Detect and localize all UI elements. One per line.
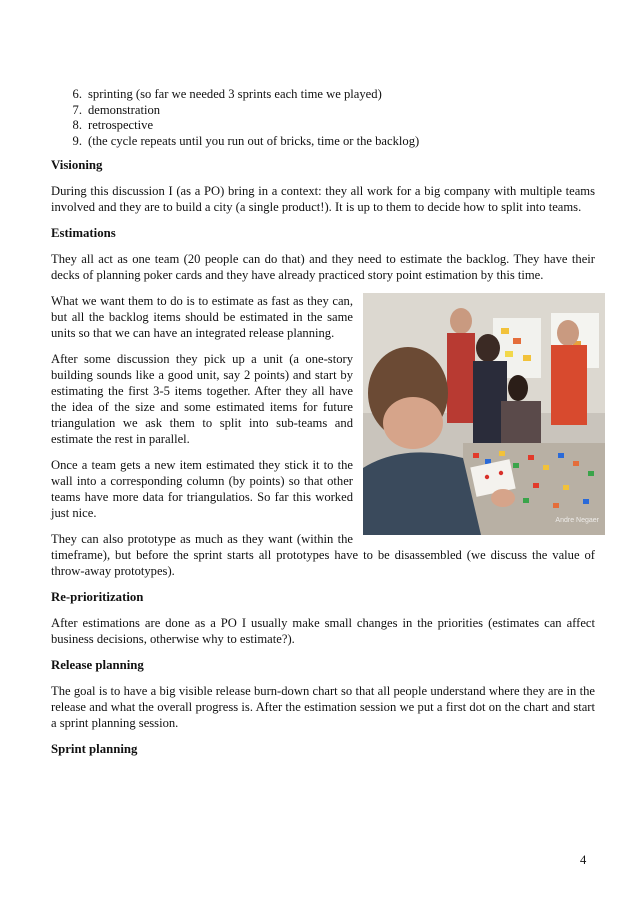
- estimations-paragraph: They can also prototype as much as they want (within the timeframe), but before the sprint starts all prototypes have to be disassembled (we discuss the value of throw-away prototypes).: [51, 532, 595, 578]
- estimations-paragraph: They all act as one team (20 people can do that) and they need to estimate the backlog. They have their decks of planning poker cards and they have already practiced story point estimation by this time.: [51, 252, 595, 282]
- release-planning-heading: Release planning: [51, 658, 144, 672]
- sprint-planning-heading: Sprint planning: [51, 742, 138, 756]
- numbered-list: [51, 86, 595, 148]
- estimations-paragraph: What we want them to do is to estimate as fast as they can, but all the backlog items should be estimated in the same units so that we can have an integrated release planning.: [51, 294, 353, 340]
- list-item: 7. demonstration: [72, 102, 161, 117]
- estimations-heading: Estimations: [51, 226, 116, 240]
- reprioritization-paragraph: After estimations are done as a PO I usually make small changes in the priorities (estimates can affect business decisions, otherwise why to estimate?).: [51, 616, 595, 646]
- page-number: 4: [580, 853, 587, 867]
- photo-watermark: Andre Negaer: [555, 517, 599, 524]
- list-item: 6. sprinting (so far we needed 3 sprints each time we played): [72, 87, 382, 101]
- estimations-paragraph: Once a team gets a new item estimated they stick it to the wall into a corresponding column (by points) so that other teams have more data for triangulatios. So far this worked just nice.: [51, 458, 353, 520]
- workshop-photo: [363, 293, 605, 535]
- reprioritization-heading: Re-prioritization: [51, 590, 144, 604]
- estimations-paragraph: After some discussion they pick up a unit (a one-story building sounds like a good unit, say 2 points) and start by estimating the first 3-5 items together. After they all have the idea of the size and some estimated items for future triangulation we ask them to split into sub-teams and estimate the rest in parallel.: [51, 352, 353, 446]
- document-page: [51, 86, 599, 767]
- workshop-photo-illustration: [363, 293, 605, 535]
- list-item: 9. (the cycle repeats until you run out of bricks, time or the backlog): [72, 133, 420, 148]
- visioning-heading: Visioning: [51, 158, 103, 172]
- list-item: 8. retrospective: [72, 118, 154, 132]
- visioning-paragraph: During this discussion I (as a PO) bring in a context: they all work for a big company with multiple teams involved and they are to build a city (a single product!). It is up to them to decide how to split into teams.: [51, 184, 595, 214]
- release-planning-paragraph: The goal is to have a big visible release burn-down chart so that all people understand where they are in the release and what the overall progress is. After the estimation session we put a first dot on the chart and start a sprint planning session.: [51, 684, 595, 730]
